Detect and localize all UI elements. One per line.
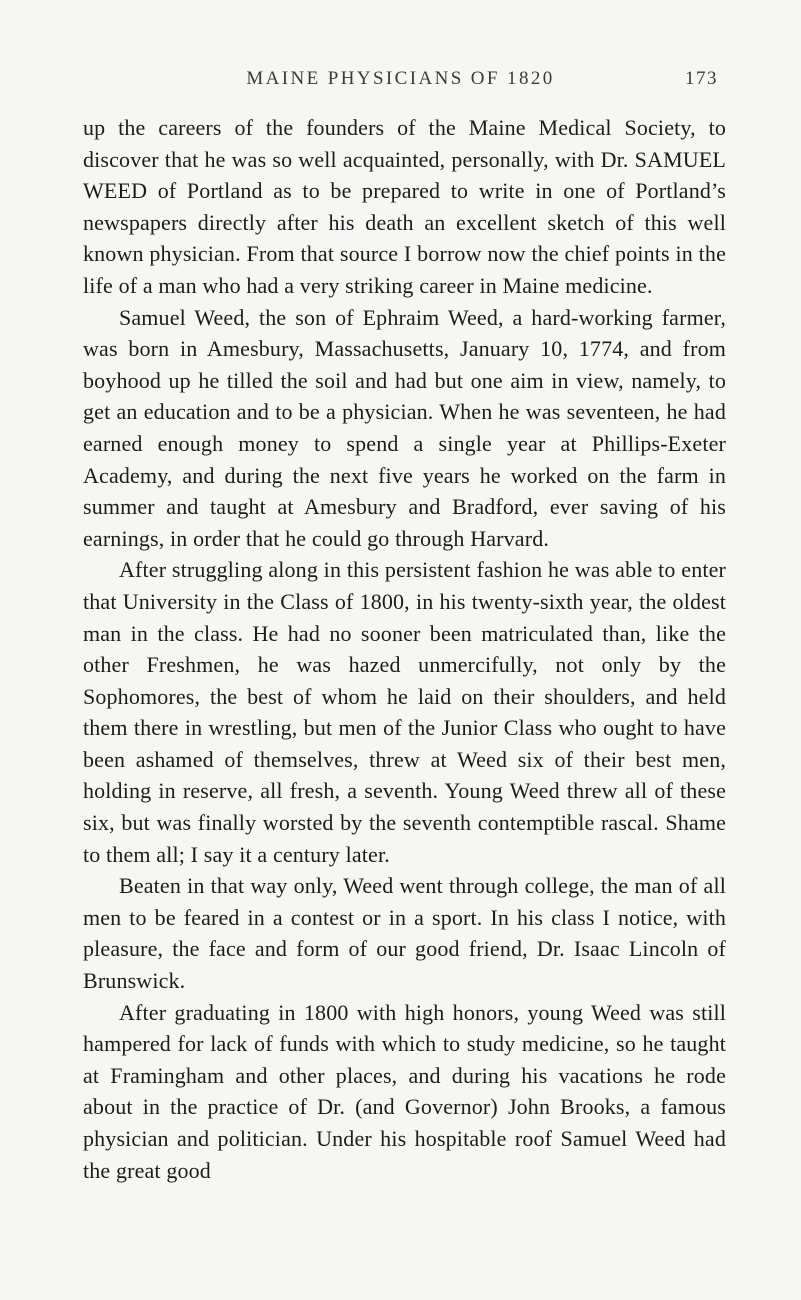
paragraph-3: After struggling along in this persistent fashion he was able to enter that University in the Class of 1800, in his twenty-sixth year, the oldest man in the class. He had no sooner been matriculated than, like the other Freshmen, he was hazed unmercifully, not only by the Sophomores, the best of whom he laid on their shoulders, and held them there in wrestling, but men of the Junior Class who ought to have been ashamed of themselves, threw at Weed six of their best men, holding in reserve, all fresh, a seventh. Young Weed threw all of these six, but was finally worsted by the seventh contemptible rascal. Shame to them all; I say it a century later. [83,557,726,867]
paragraph-1: up the careers of the founders of the Maine Medical Society, to discover that he was so well acquainted, personally, with Dr. SAMUEL WEED of Portland as to be prepared to write in one of Portland’s newspapers directly after his death an excellent sketch of this well known physician. From that source I borrow now the chief points in the life of a man who had a very striking career in Maine medicine. [83,115,726,298]
paragraph-4: Beaten in that way only, Weed went through college, the man of all men to be feared in a contest or in a sport. In his class I notice, with pleasure, the face and form of our good friend, Dr. Isaac Lincoln of Brunswick. [83,873,726,994]
running-title: MAINE PHYSICIANS OF 1820 [246,68,555,89]
body-text [83,112,726,1186]
paragraph-5: After graduating in 1800 with high honors, young Weed was still hampered for lack of funds with which to study medicine, so he taught at Framingham and other places, and during his vacations he rode about in the practice of Dr. (and Governor) John Brooks, a famous physician and politician. Under his hospitable roof Samuel Weed had the great good [83,999,726,1183]
running-head [0,68,801,98]
page-number: 173 [685,68,718,89]
paragraph-2: Samuel Weed, the son of Ephraim Weed, a hard-working farmer, was born in Amesbury, Massachusetts, January 10, 1774, and from boyhood up he tilled the soil and had but one aim in view, namely, to get an education and to be a physician. When he was seventeen, he had earned enough money to spend a single year at Phillips-Exeter Academy, and during the next five years he worked on the farm in summer and taught at Amesbury and Bradford, ever saving of his earnings, in order that he could go through Harvard. [83,304,726,551]
